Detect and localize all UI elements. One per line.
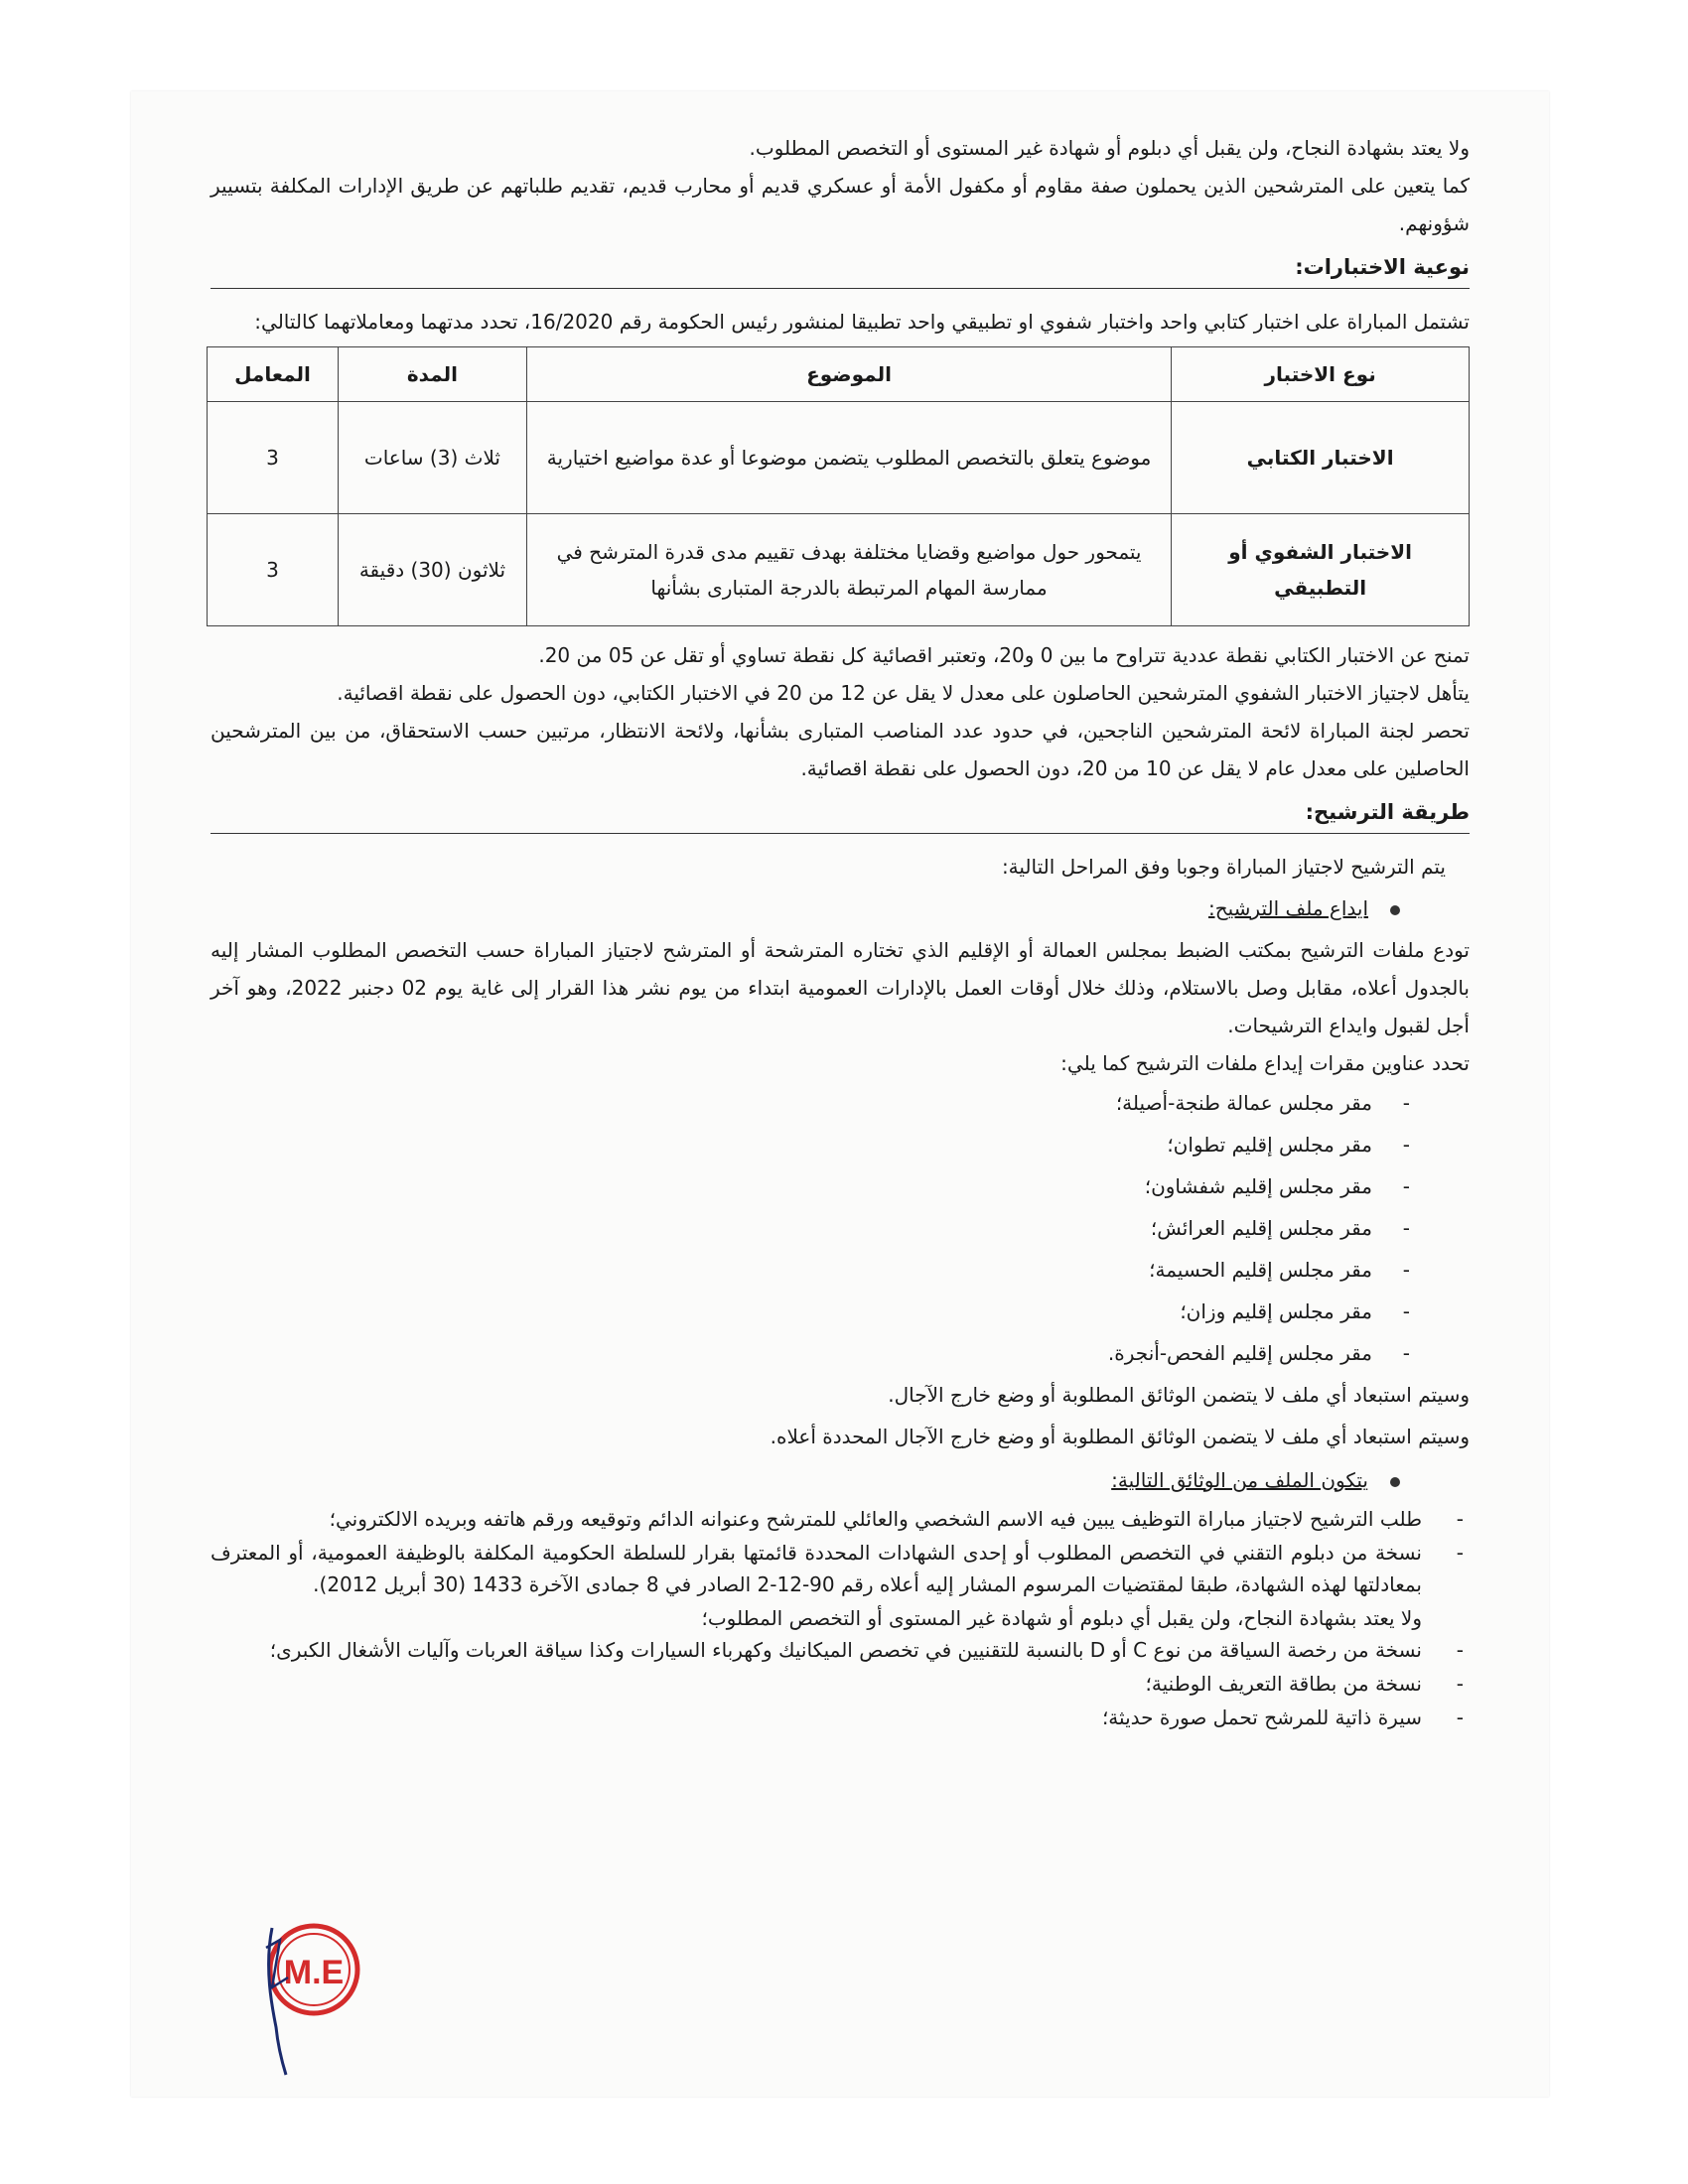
tests-description: تشتمل المباراة على اختبار كتابي واحد واختبار شفوي او تطبيقي واحد تطبيقا لمنشور رئيس الحكومة رقم 16/2020، تحدد مدتهما ومعاملاتهما كالتالي: [254,310,1470,334]
application-heading: طريقة الترشيح: [1305,800,1470,824]
document-page [131,91,1549,2097]
list-item: - مقر مجلس إقليم تطوان؛ [211,1124,1410,1165]
list-item: - مقر مجلس إقليم وزان؛ [211,1291,1410,1332]
list-item: - طلب الترشيح لاجتياز مباراة التوظيف يبين فيه الاسم الشخصي والعائلي للمترشح وعنوانه الدائم وتوقيعه ورقم هاتفه وبريده الالكتروني؛ [211,1503,1470,1535]
application-intro: يتم الترشيح لاجتياز المباراة وجوبا وفق المراحل التالية: [1001,855,1446,879]
table-header-row [208,347,1470,402]
addresses-list [211,1082,1470,1374]
addresses-intro: تحدد عناوين مقرات إيداع ملفات الترشيح كما يلي: [1060,1051,1470,1075]
documents-bullet-label: يتكون الملف من الوثائق التالية: [1111,1468,1368,1492]
header-coefficient: المعامل [208,347,339,402]
tests-heading: نوعية الاختبارات: [1295,255,1470,279]
document-content [211,129,1470,1735]
exclusion-note-1: وسيتم استبعاد أي ملف لا يتضمن الوثائق المطلوبة أو وضع خارج الآجال. [888,1383,1470,1407]
oral-qualification-note: يتأهل لاجتياز الاختبار الشفوي المترشحين الحاصلون على معدل لا يقل عن 12 من 20 في الاختبار الكتابي، دون الحصول على نقطة اقصائية. [337,681,1470,705]
header-duration: المدة [338,347,526,402]
bullet-icon [1390,905,1400,915]
heading-rule [211,833,1470,834]
stamp-text: M.E [283,1954,345,1991]
list-item: - مقر مجلس عمالة طنجة-أصيلة؛ [211,1082,1410,1124]
list-item: - نسخة من بطاقة التعريف الوطنية؛ [211,1668,1470,1700]
header-test-type: نوع الاختبار [1172,347,1470,402]
documents-list [211,1503,1470,1600]
list-item: - مقر مجلس إقليم الحسيمة؛ [211,1249,1410,1291]
heading-rule [211,288,1470,289]
test-type-cell: الاختبار الشفوي أو التطبيقي [1172,514,1470,626]
subject-cell: موضوع يتعلق بالتخصص المطلوب يتضمن موضوعا أو عدة مواضيع اختيارية [526,402,1171,514]
ranking-note: تحصر لجنة المباراة لائحة المترشحين الناجحين، في حدود عدد المناصب المتبارى بشأنها، ولائحة الانتظار، مرتبين حسب الاستحقاق، من بين المترشحين الحاصلين على معدل عام لا يقل عن 10 من 20، دون الحصول على نقطة اقصائية. [211,719,1470,780]
bullet-icon [1390,1477,1400,1487]
exclusion-note-2: وسيتم استبعاد أي ملف لا يتضمن الوثائق المطلوبة أو وضع خارج الآجال المحددة أعلاه. [770,1425,1470,1448]
header-subject: الموضوع [526,347,1171,402]
table-row [208,402,1470,514]
list-item: - مقر مجلس إقليم العرائش؛ [211,1207,1410,1249]
test-type-cell: الاختبار الكتابي [1172,402,1470,514]
duration-cell: ثلاثون (30) دقيقة [338,514,526,626]
list-item: - نسخة من رخصة السياقة من نوع C أو D بالنسبة للتقنيين في تخصص الميكانيك وكهرباء السيارات وكذا سياقة العربات وآليات الأشغال الكبرى؛ [211,1634,1470,1666]
stamp-icon [242,1908,371,2077]
subject-cell: يتمحور حول مواضيع وقضايا مختلفة بهدف تقييم مدى قدرة المترشح في ممارسة المهام المرتبطة بالدرجة المتبارى بشأنها [526,514,1171,626]
coefficient-cell: 3 [208,514,339,626]
documents-bullet [211,1461,1470,1499]
intro-line-2: كما يتعين على المترشحين الذين يحملون صفة مقاوم أو مكفول الأمة أو عسكري قديم أو محارب قديم، تقديم طلباتهم عن طريق الإدارات المكلفة بتسيير شؤونهم. [211,174,1470,235]
list-item: - نسخة من دبلوم التقني في التخصص المطلوب أو إحدى الشهادات المحددة قائمتها بقرار للسلطة الحكومية المكلفة بالوظيفة العمومية، أو المعترف بمعادلتها لهذه الشهادة، طبقا لمقتضيات المرسوم المشار إليه أعلاه رقم 90-12-2 الصادر في 8 جمادى الآخرة 1433 (30 أبريل 2012). [211,1537,1470,1600]
tests-table [207,346,1470,626]
intro-line-1: ولا يعتد بشهادة النجاح، ولن يقبل أي دبلوم أو شهادة غير المستوى أو التخصص المطلوب. [749,136,1470,160]
coefficient-cell: 3 [208,402,339,514]
list-item: - مقر مجلس إقليم الفحص-أنجرة. [211,1332,1410,1374]
list-item: - مقر مجلس إقليم شفشاون؛ [211,1165,1410,1207]
list-item: - سيرة ذاتية للمرشح تحمل صورة حديثة؛ [211,1702,1470,1733]
duration-cell: ثلاث (3) ساعات [338,402,526,514]
deposit-bullet [211,889,1470,927]
documents-note: ولا يعتد بشهادة النجاح، ولن يقبل أي دبلوم أو شهادة غير المستوى أو التخصص المطلوب؛ [701,1606,1422,1630]
deposit-text: تودع ملفات الترشيح بمكتب الضبط بمجلس العمالة أو الإقليم الذي تختاره المترشحة أو المترشح لاجتياز المباراة حسب التخصص المطلوب المشار إليه بالجدول أعلاه، مقابل وصل بالاستلام، وذلك خلال أوقات العمل بالإدارات العمومية ابتداء من يوم نشر هذا القرار إلى غاية يوم 02 دجنبر 2022، وهو آخر أجل لقبول وايداع الترشيحات. [211,938,1470,1037]
documents-list-continued [211,1634,1470,1733]
deposit-bullet-label: ايداع ملف الترشيح: [1207,896,1368,920]
table-row [208,514,1470,626]
scoring-note: تمنح عن الاختبار الكتابي نقطة عددية تتراوح ما بين 0 و20، وتعتبر اقصائية كل نقطة تساوي أو تقل عن 05 من 20. [538,643,1470,667]
